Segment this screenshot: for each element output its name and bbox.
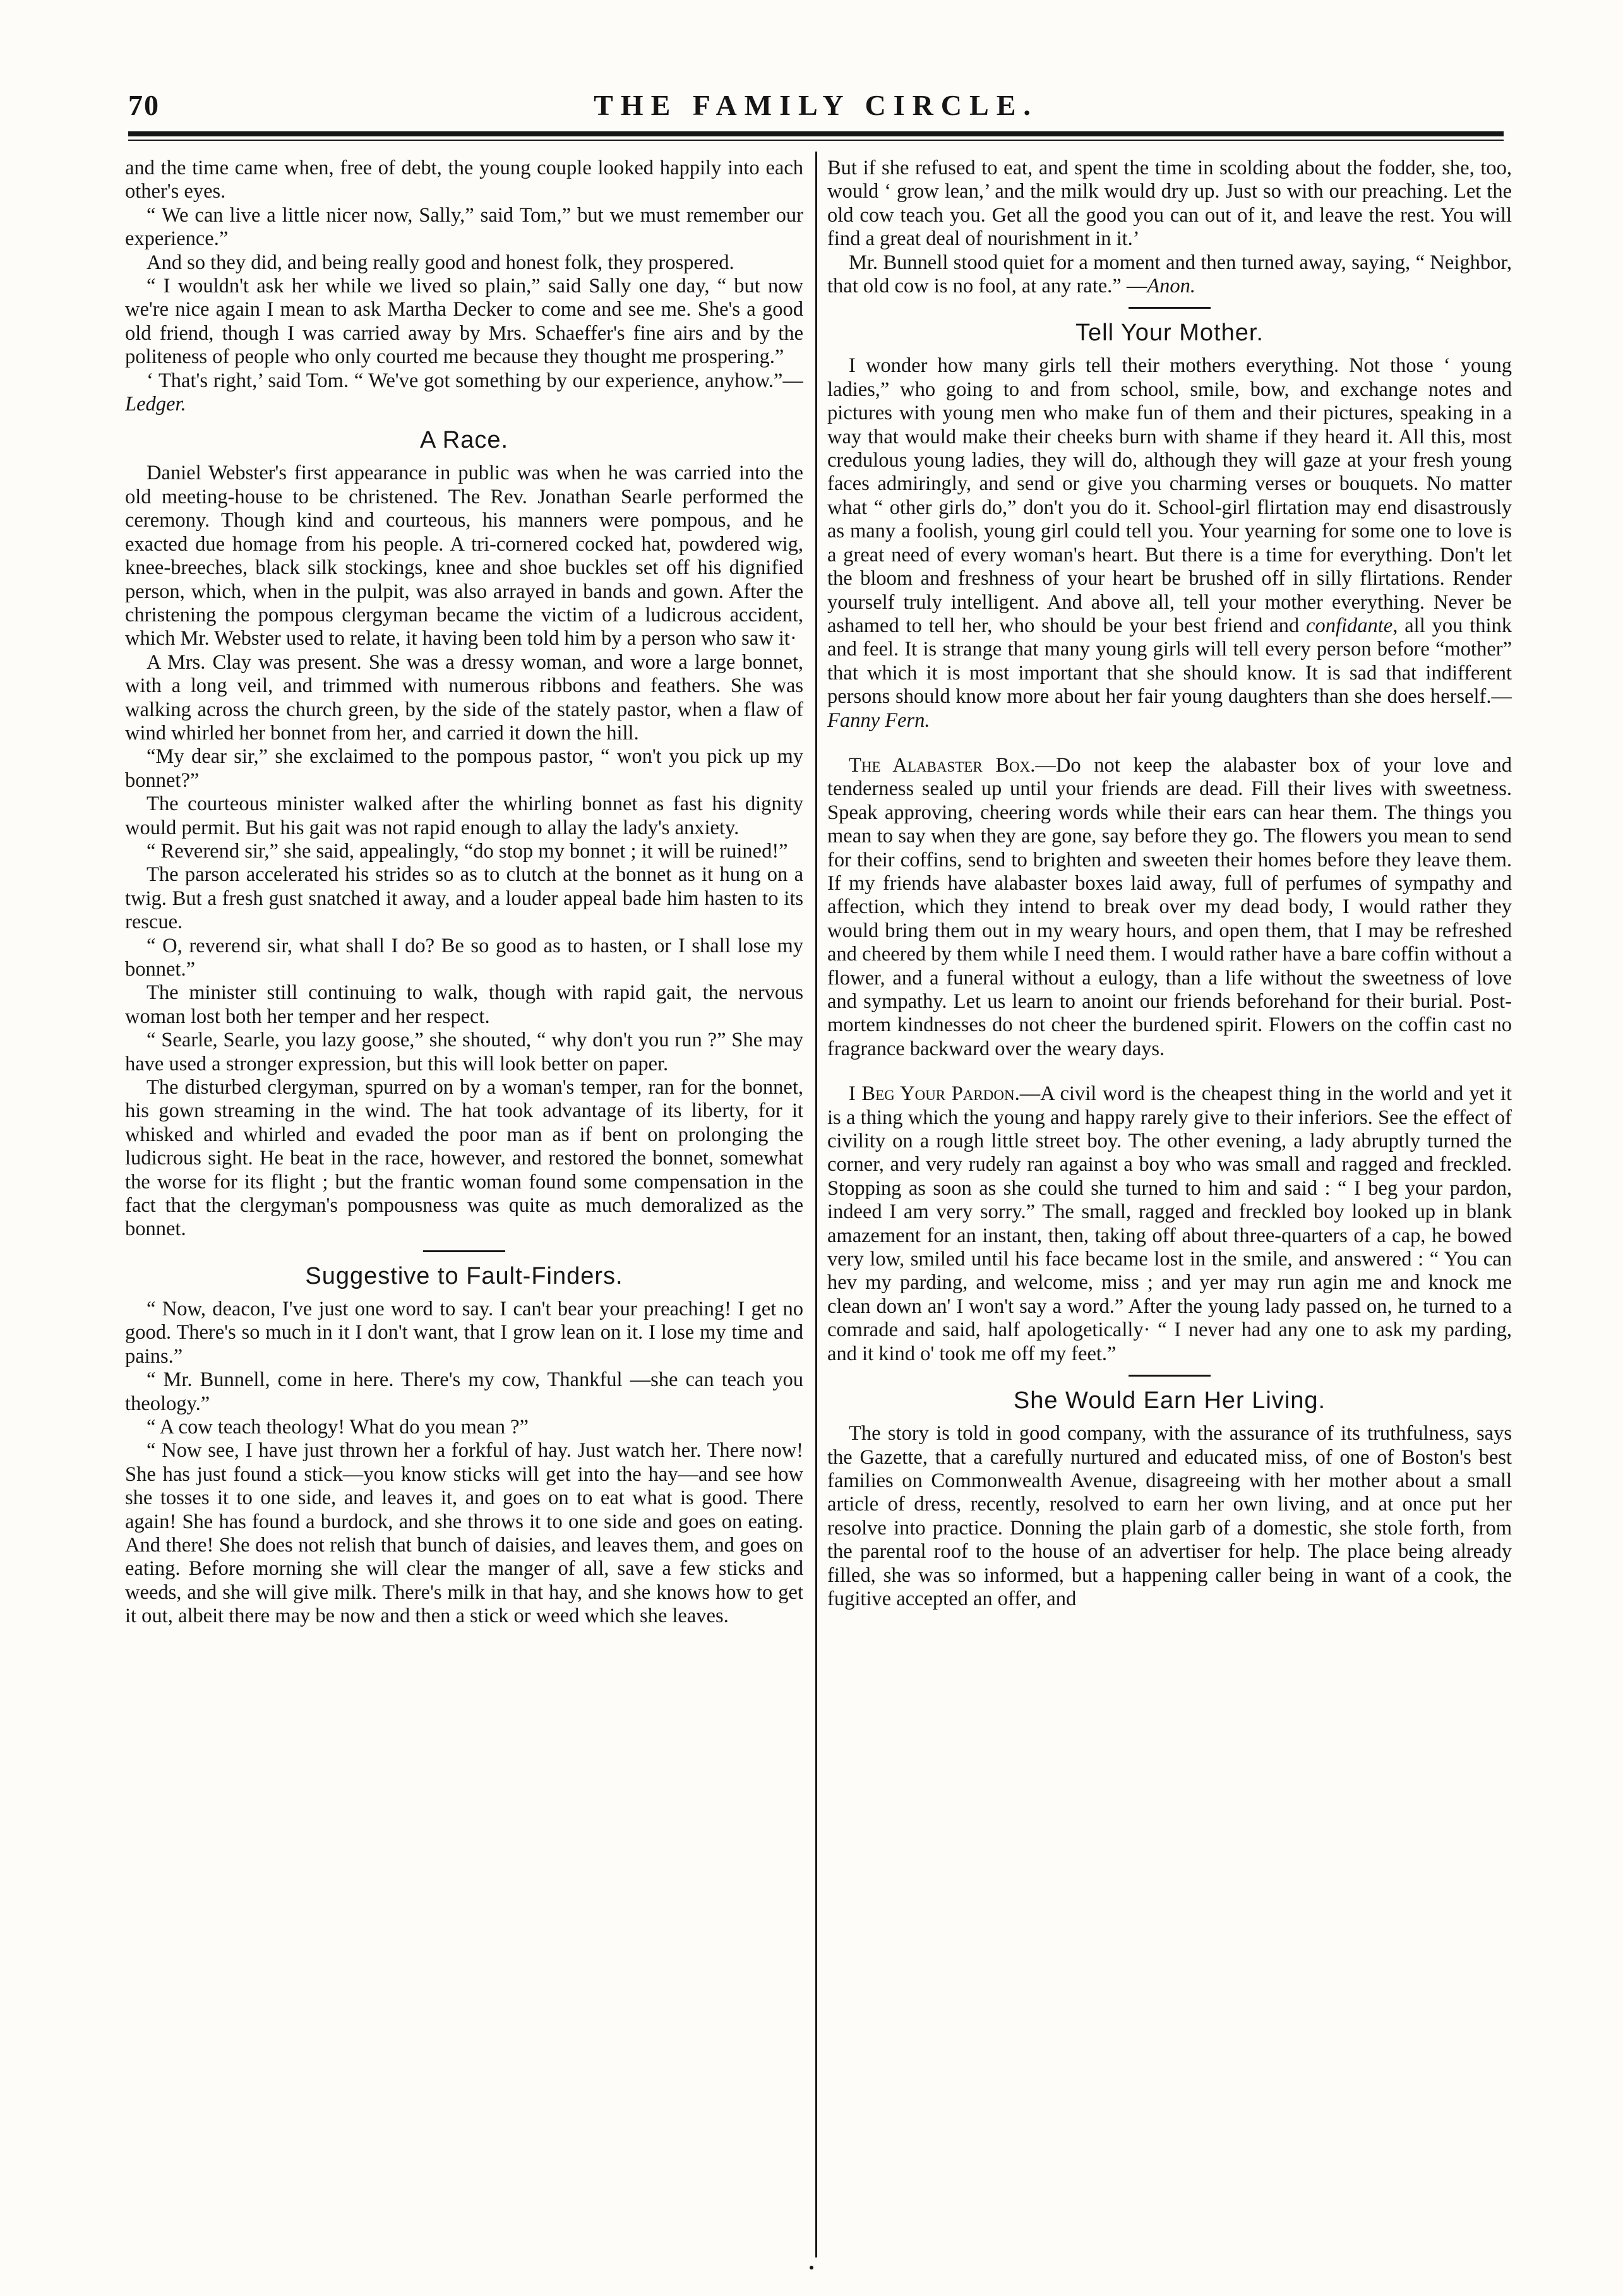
pardon-lead: I Beg Your Pardon. xyxy=(849,1082,1020,1106)
page-number: 70 xyxy=(128,89,160,121)
race-paragraph-8: The minister still continuing to walk, though with rapid gait, the nervous woman lost both her temper and her respect. xyxy=(125,981,803,1028)
section-rule xyxy=(423,1250,505,1252)
race-paragraph-3: “My dear sir,” she exclaimed to the pompous pastor, “ won't you pick up my bonnet?” xyxy=(125,745,803,792)
section-rule xyxy=(1129,307,1211,309)
column-divider xyxy=(815,152,817,2257)
left-column xyxy=(125,157,803,2253)
spacer xyxy=(827,732,1512,754)
intro-paragraph-2: “ We can live a little nicer now, Sally,” said Tom,” but we must remember our experience.” xyxy=(125,203,803,251)
running-title: THE FAMILY CIRCLE. xyxy=(594,89,1038,121)
race-paragraph-2: A Mrs. Clay was present. She was a dressy woman, and wore a large bonnet, with a long veil, and trimmed with numerous ribbons and feathers. She was walking across the church green, by the side of the stately pastor, when a flaw of wind whirled her bonnet from her, and carried it down the hill. xyxy=(125,650,803,744)
race-heading: A Race. xyxy=(419,427,509,454)
alabaster-text: —Do not keep the alabaster box of your love and tenderness sealed up until your friends are dead. Fill their lives with sweetness. Speak approving, cheering words while their ears can hear them. The things you mean to say when they are gone, say before they go. The flowers you mean to send for their coffins, send to brighten and sweeten their homes before they leave them. If my friends have alabaster boxes laid away, full of perfumes of sympathy and affection, which they intend to break over my dead body, I would rather they would bring them out in my weary hours, and open them, that I may be refreshed and cheered by them while I need them. I would rather have a bare coffin without a flower, and a funeral without a eulogy, than a life without the sweetness of love and sympathy. Let us learn to anoint our friends beforehand for their burial. Post-mortem kindnesses do not cheer the burdened spirit. Flowers on the coffin cast no fragrance backward over the weary days. xyxy=(827,753,1512,1060)
mother-source: Fanny Fern. xyxy=(827,709,930,732)
section-rule xyxy=(1129,1375,1211,1377)
mother-text-1: I wonder how many girls tell their mothers everything. Not those ‘ young ladies,” who going to and from school, smile, bow, and exchange notes and pictures with young men who make fun of them and their pictures, speaking in a way that would make their cheeks burn with shame if they heard it. All this, most credulous young ladies, they will do, although they will gaze at your fresh young faces admiringly, and send or give you charming verses or bouquets. No matter what “ other girls do,” don't you do it. School-girl flirtation may end disastrously as many a foolish, young girl could tell you. Your yearning for some one to love is a great need of every woman's heart. But there is a time for everything. Don't let the bloom and freshness of your heart be brushed off in silly flirtations. Render yourself truly intelligent. And above all, tell your mother everything. Never be ashamed to tell her, who should be your best friend and xyxy=(827,354,1512,637)
fault-ending xyxy=(827,251,1512,299)
intro-paragraph-3: And so they did, and being really good and honest folk, they prospered. xyxy=(147,251,734,274)
fault-ending-text: Mr. Bunnell stood quiet for a moment and then turned away, saying, “ Neighbor, that old cow is no fool, at any rate.” — xyxy=(827,251,1512,298)
tell-mother-heading: Tell Your Mother. xyxy=(1075,320,1264,347)
mother-text-2: all you think and feel. It is strange that many young girls will tell every person before “mother” that which it is most important that she should know. It is sad that indifferent persons should know more about her fair young daughters than she does herself.— xyxy=(827,614,1512,709)
fault-paragraph-2: “ Mr. Bunnell, come in here. There's my cow, Thankful —she can teach you theology.” xyxy=(125,1368,803,1415)
alabaster-paragraph xyxy=(827,754,1512,1061)
race-paragraph-4: The courteous minister walked after the whirling bonnet as fast his dignity would permit. But his gait was not rapid enough to allay the lady's anxiety. xyxy=(125,792,803,839)
race-paragraph-5: “ Reverend sir,” she said, appealingly, “do stop my bonnet ; it will be ruined!” xyxy=(147,839,788,863)
page-header xyxy=(128,88,1504,126)
pardon-text: —A civil word is the cheapest thing in the world and yet it is a thing which the young and happy rarely give to their inferiors. See the effect of civility on a rough little street boy. The other evening, a lady abruptly turned the corner, and very rudely ran against a boy who was small and ragged and freckled. Stopping as soon as she could she turned to him and said : “ I beg your pardon, indeed I am very sorry.” The small, ragged and freckled boy looked up in blank amazement for an instant, then, taking off about three-quarters of a cap, he bowed very low, smiled until his face became lost in the smile, and answered : “ You can hev my parding, and welcome, miss ; and yer may run agin me and knock me clean down an' I won't say a word.” After the young lady passed on, he turned to a comrade and said, half apologetically· “ I never had any one to ask my parding, and it kind o' took me off my feet.” xyxy=(827,1082,1512,1365)
header-rule-thin xyxy=(128,140,1504,141)
intro-paragraph-5 xyxy=(125,369,803,417)
fault-paragraph-1: “ Now, deacon, I've just one word to say. I can't bear your preaching! I get no good. There's so much in it I don't want, that I grow lean on it. I lose my time and pains.” xyxy=(125,1297,803,1368)
footer-dot xyxy=(810,2266,813,2269)
fault-paragraph-3: “ A cow teach theology! What do you mean ?” xyxy=(147,1415,529,1438)
spacer xyxy=(827,1061,1512,1082)
race-paragraph-7: “ O, reverend sir, what shall I do? Be so good as to hasten, or I shall lose my bonnet.” xyxy=(125,934,803,981)
race-paragraph-10: The disturbed clergyman, spurred on by a woman's temper, ran for the bonnet, his gown streaming in the wind. The hat took advantage of its liberty, for it whisked and whirled and evaded the poor man as if bent on prolonging the ludicrous sight. He beat in the race, however, and restored the bonnet, somewhat the worse for its flight ; but the frantic woman found some compensation in the fact that the clergyman's pompousness was quite as much demoralized as the bonnet. xyxy=(125,1076,803,1241)
fault-continued: But if she refused to eat, and spent the time in scolding about the fodder, she, too, would ‘ grow lean,’ and the milk would dry up. Just so with our preaching. Let the old cow teach you. Get all the good you can out of it, and leave the rest. You will find a great deal of nourishment in it.’ xyxy=(827,157,1512,251)
right-column xyxy=(827,157,1512,2253)
intro-paragraph-4: “ I wouldn't ask her while we lived so plain,” said Sally one day, “ but now we're nice again I mean to ask Martha Decker to come and see me. She's a good old friend, though I was carried away by Mrs. Schaeffer's fine airs and by the politeness of people who only courted me because they thought me prospering.” xyxy=(125,275,803,369)
race-paragraph-9: “ Searle, Searle, you lazy goose,” she shouted, “ why don't you run ?” She may have used a stronger expression, but this will look better on paper. xyxy=(125,1029,803,1075)
race-paragraph-1: Daniel Webster's first appearance in public was when he was carried into the old meeting-house to be christened. The Rev. Jonathan Searle performed the ceremony. Though kind and courteous, his manners were pompous, and he exacted due homage from his people. A tri-cornered cocked hat, powdered wig, knee-breeches, black silk stockings, knee and shoe buckles set off his dignified person, which, when in the pulpit, was also arrayed in bands and gown. After the christening the pompous clergyman became the victim of a ludicrous accident, which Mr. Webster used to relate, it having been told him by a person who saw it· xyxy=(125,462,803,650)
race-paragraph-6: The parson accelerated his strides so as to clutch at the bonnet as it hung on a twig. But a fresh gust snatched it away, and a louder appeal bade him hasten to its rescue. xyxy=(125,863,803,934)
tell-mother-paragraph xyxy=(827,354,1512,732)
intro-paragraph-1: and the time came when, free of debt, the young couple looked happily into each other's eyes. xyxy=(125,157,803,203)
mother-italic: confidante, xyxy=(1306,614,1398,637)
pardon-paragraph xyxy=(827,1082,1512,1366)
header-rule-thick xyxy=(128,131,1504,136)
earn-living-heading: She Would Earn Her Living. xyxy=(1013,1387,1326,1414)
fault-finders-heading: Suggestive to Fault-Finders. xyxy=(305,1262,623,1289)
earn-living-paragraph: The story is told in good company, with the assurance of its truthfulness, says the Gazette, that a carefully nurtured and educated miss, of one of Boston's best families on Commonwealth Avenue, disagreeing with her mother about a small article of dress, recently, resolved to earn her own living, and at once put her resolve into practice. Donning the plain garb of a domestic, she stole forth, from the parental roof to the house of an advertiser for help. The place being already filled, she was so informed, but a happening caller being in want of a cook, the fugitive accepted an offer, and xyxy=(827,1422,1512,1610)
intro-source: Ledger. xyxy=(125,393,186,416)
fault-paragraph-4: “ Now see, I have just thrown her a forkful of hay. Just watch her. There now! She has just found a stick—you know sticks will get into the hay—and see how she tosses it to one side, and leaves it, and goes on to eat what is good. There again! She has found a burdock, and she throws it to one side and goes on eating. And there! She does not relish that bunch of daisies, and leaves them, and goes on eating. Before morning she will clear the manger of all, save a few sticks and weeds, and she will give milk. There's milk in that hay, and she knows how to get it out, albeit there may be now and then a stick or weed which she leaves. xyxy=(125,1439,803,1628)
intro-last-text: ‘ That's right,’ said Tom. “ We've got something by our experience, anyhow.”— xyxy=(147,369,803,392)
fault-source: Anon. xyxy=(1147,275,1196,298)
alabaster-lead: The Alabaster Box. xyxy=(849,753,1036,777)
